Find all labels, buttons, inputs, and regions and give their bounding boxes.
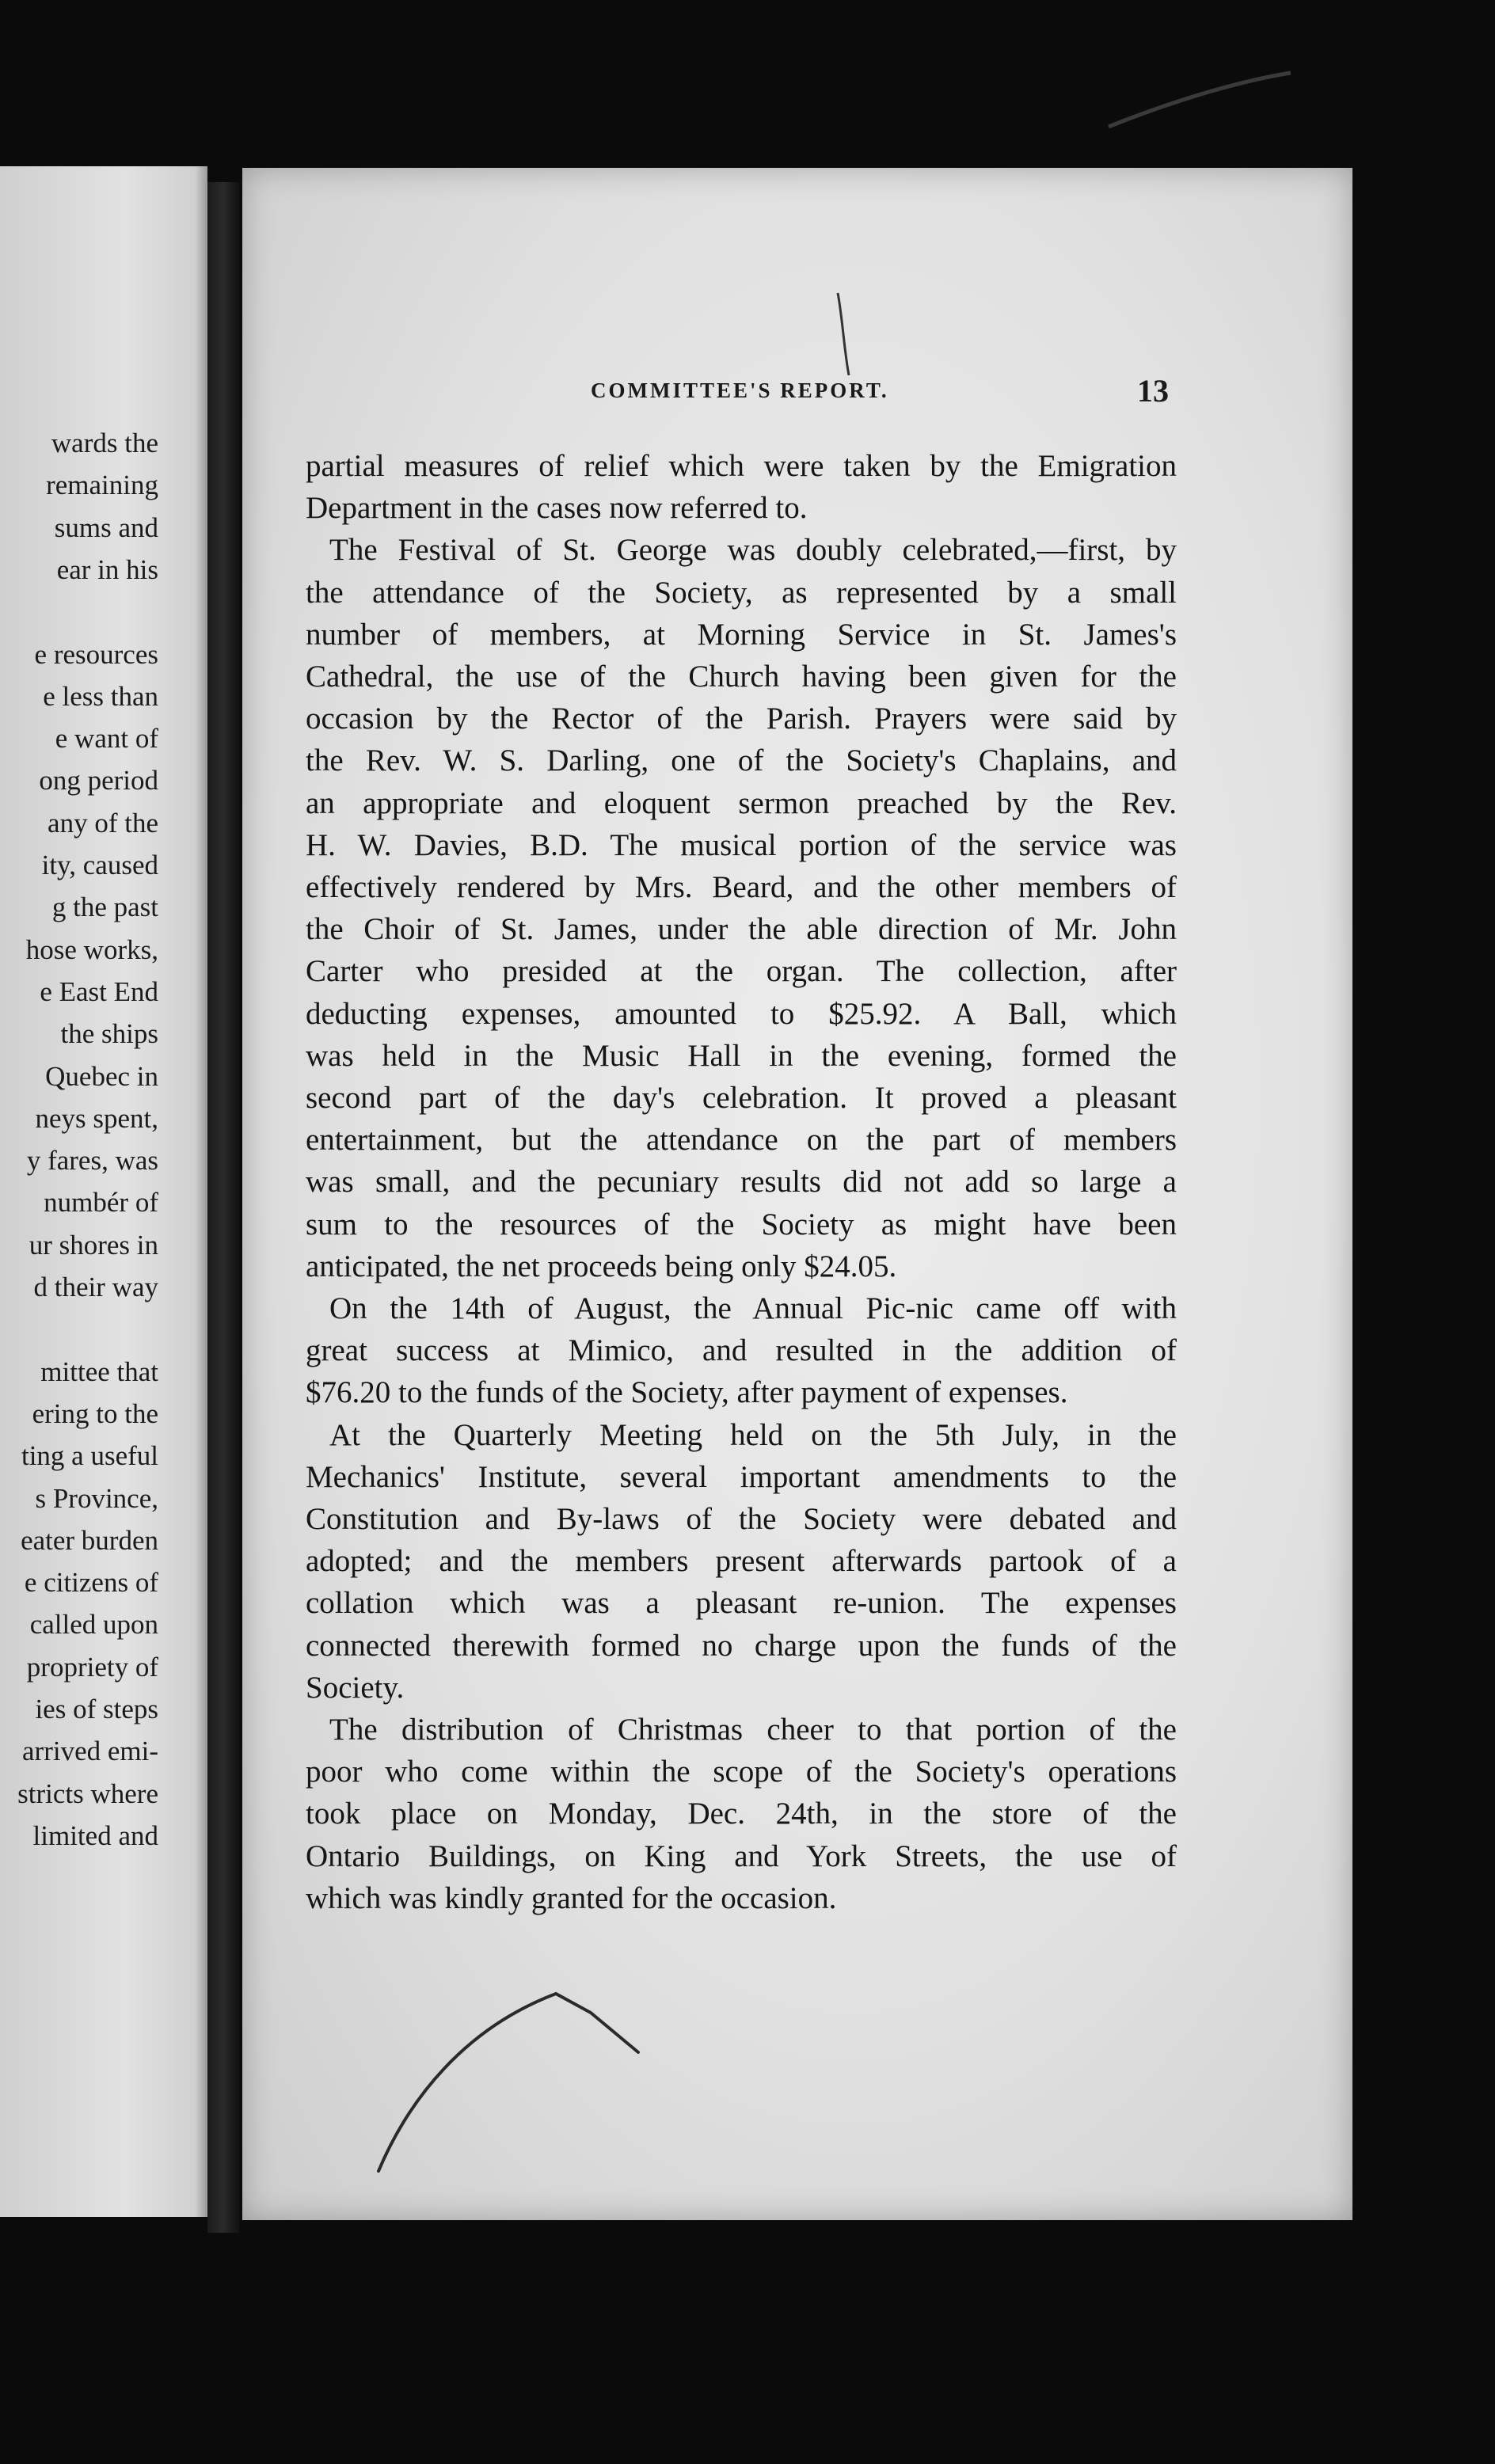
text-line: Constitution and By-laws of the Society were debated and	[306, 1502, 1177, 1536]
text-line: $76.20 to the funds of the Society, after payment of expenses.	[306, 1375, 1068, 1410]
left-text-line: e less than	[43, 680, 158, 712]
left-text-line: y fares, was	[26, 1145, 158, 1177]
scan-artifact	[0, 0, 1495, 174]
left-text-line: s Province,	[35, 1482, 158, 1514]
text-line: occasion by the Rector of the Parish. Prayers were said by	[306, 702, 1177, 736]
left-text-line: eater burden	[21, 1524, 158, 1556]
text-line: entertainment, but the attendance on the part of members	[306, 1123, 1177, 1158]
text-line: At the Quarterly Meeting held on the 5th July, in the	[329, 1417, 1177, 1452]
left-text-line: Quebec in	[45, 1060, 158, 1092]
left-text-line: limited and	[32, 1819, 158, 1851]
left-text-line: numbér of	[44, 1187, 158, 1219]
pen-stroke-bottom	[379, 1994, 638, 2171]
text-line: sum to the resources of the Society as might have been	[306, 1207, 1177, 1242]
left-facing-page	[0, 166, 207, 2217]
text-line: poor who come within the scope of the Society's operations	[306, 1755, 1177, 1789]
text-line: H. W. Davies, B.D. The musical portion of the service was	[306, 827, 1177, 862]
text-line: Mechanics' Institute, several important amendments to the	[306, 1459, 1177, 1494]
pen-marks	[242, 168, 1352, 2220]
pen-stroke-top	[838, 293, 849, 375]
text-line: Carter who presided at the organ. The collection, after	[306, 954, 1177, 989]
text-line: partial measures of relief which were taken by the Emigration	[306, 449, 1177, 483]
left-text-line: stricts where	[17, 1778, 158, 1809]
text-line: the Choir of St. James, under the able direction of Mr. John	[306, 912, 1177, 947]
text-line: collation which was a pleasant re-union. The expenses	[306, 1586, 1177, 1621]
left-text-line: ies of steps	[35, 1694, 158, 1724]
text-line: On the 14th of August, the Annual Pic-nic came off with	[329, 1291, 1177, 1325]
left-text-line: mittee that	[40, 1356, 158, 1387]
left-text-line: ting a useful	[21, 1440, 158, 1472]
left-text-line: d their way	[33, 1272, 158, 1302]
text-line: which was kindly granted for the occasion.	[306, 1880, 837, 1915]
left-text-line: propriety of	[26, 1651, 158, 1683]
text-line: The distribution of Christmas cheer to that portion of the	[329, 1713, 1177, 1747]
text-line: second part of the day's celebration. It proved a pleasant	[306, 1081, 1177, 1115]
text-line: an appropriate and eloquent sermon preached by the Rev.	[306, 785, 1177, 820]
left-text-line: g the past	[51, 892, 158, 923]
left-text-line: e citizens of	[24, 1567, 158, 1599]
left-text-line: ong period	[39, 765, 158, 797]
left-text-line: ering to the	[32, 1397, 158, 1429]
left-text-line: neys spent,	[35, 1102, 158, 1134]
left-text-line: e want of	[55, 723, 158, 755]
text-line: deducting expenses, amounted to $25.92. A Ball, which	[306, 996, 1177, 1031]
text-line: great success at Mimico, and resulted in the addition of	[306, 1333, 1177, 1368]
text-line: Ontario Buildings, on King and York Streets, the use of	[306, 1838, 1177, 1873]
text-line: Cathedral, the use of the Church having been given for the	[306, 660, 1177, 694]
left-text-line: called upon	[29, 1609, 158, 1641]
text-line: connected therewith formed no charge upon the funds of the	[306, 1628, 1177, 1663]
running-head: COMMITTEE'S REPORT.	[591, 378, 889, 402]
text-line: was small, and the pecuniary results did not add so large a	[306, 1165, 1177, 1200]
left-text-line: hose works,	[25, 934, 158, 965]
left-text-line: arrived emi-	[22, 1736, 158, 1767]
text-line: the attendance of the Society, as represented by a small	[306, 575, 1177, 610]
text-line: Department in the cases now referred to.	[306, 491, 808, 526]
left-text-line: e resources	[34, 638, 158, 670]
book-gutter	[207, 182, 239, 2233]
text-line: the Rev. W. S. Darling, one of the Society's Chaplains, and	[306, 743, 1177, 778]
left-text-line: ur shores in	[29, 1229, 158, 1261]
left-text-line: remaining	[46, 470, 158, 501]
text-line: Society.	[306, 1670, 405, 1705]
left-text-line: any of the	[48, 807, 158, 838]
left-text-line: ear in his	[56, 553, 158, 585]
page	[242, 168, 1352, 2220]
left-text-line: the ships	[60, 1018, 158, 1050]
text-line: anticipated, the net proceeds being only $24.05.	[306, 1249, 897, 1283]
text-line: The Festival of St. George was doubly celebrated,—first, by	[329, 533, 1177, 568]
left-text-line: e East End	[40, 975, 158, 1007]
page-number: 13	[1137, 373, 1169, 409]
left-text-line: wards the	[51, 428, 158, 458]
text-line: was held in the Music Hall in the evening, formed the	[306, 1038, 1177, 1073]
left-text-line: ity, caused	[41, 850, 158, 880]
left-text-line: sums and	[54, 511, 158, 543]
text-line: number of members, at Morning Service in St. James's	[306, 617, 1177, 652]
text-line: took place on Monday, Dec. 24th, in the store of the	[306, 1797, 1177, 1831]
text-line: adopted; and the members present afterwards partook of a	[306, 1544, 1177, 1579]
text-line: effectively rendered by Mrs. Beard, and the other members of	[306, 870, 1177, 904]
